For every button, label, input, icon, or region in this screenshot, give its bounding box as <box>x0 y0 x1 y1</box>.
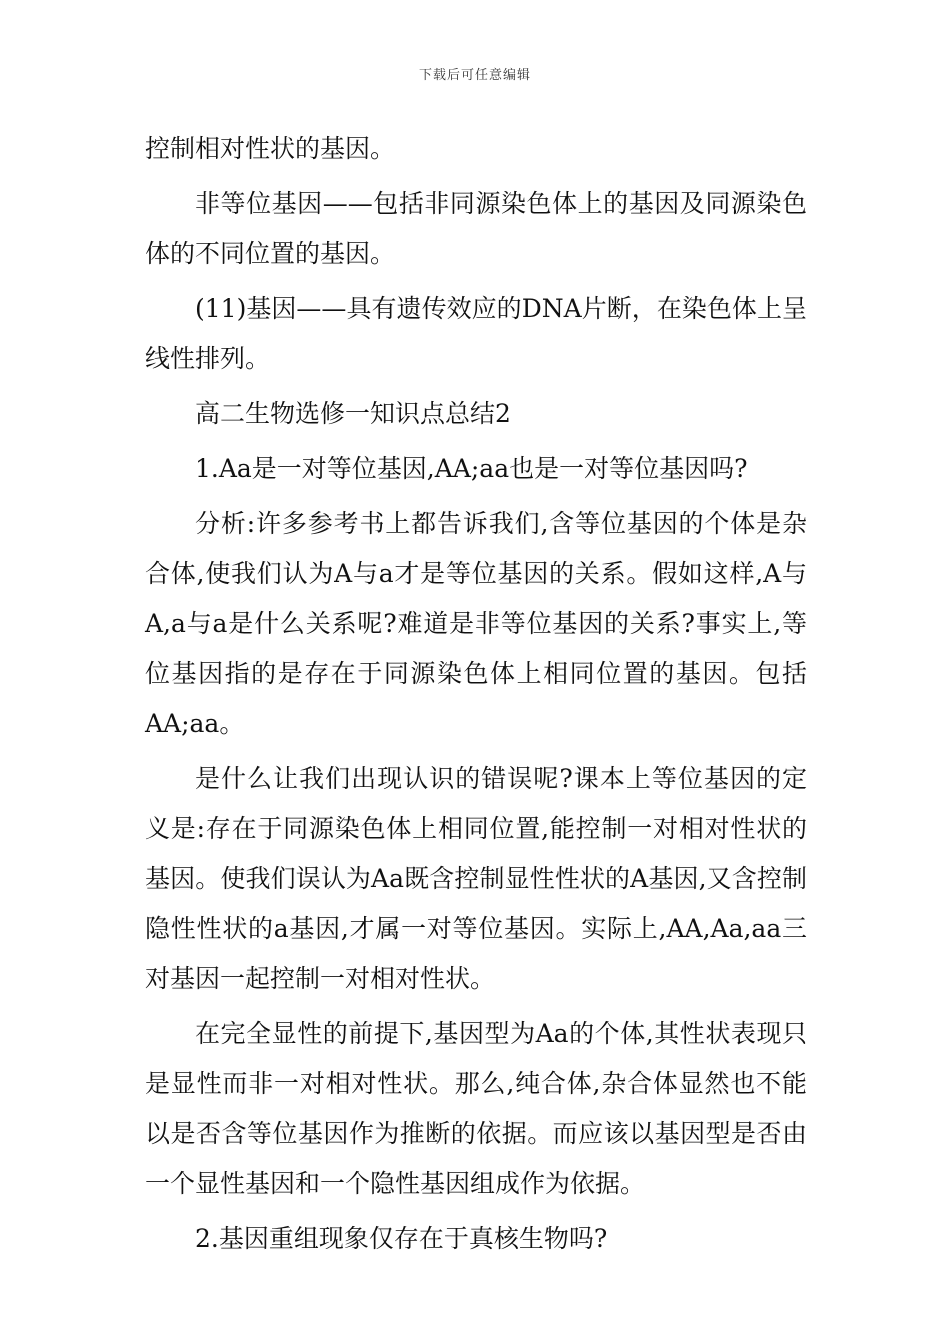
paragraph-misconception: 是什么让我们出现认识的错误呢?课本上等位基因的定义是:存在于同源染色体上相同位置,能控制一对相对性状的基因。使我们误认为Aa既含控制显性性状的A基因,又含控制隐性性状的a基因,才属一对等位基因。实际上,AA,Aa,aa三对基因一起控制一对相对性状。 <box>145 764 807 993</box>
document-body <box>145 124 807 1269</box>
paragraph-analysis: 分析:许多参考书上都告诉我们,含等位基因的个体是杂合体,使我们认为A与a才是等位基因的关系。假如这样,A与A,a与a是什么关系呢?难道是非等位基因的关系?事实上,等位基因指的是存在于同源染色体上相同位置的基因。包括AA;aa。 <box>145 509 807 738</box>
paragraph-non-allele-definition: 非等位基因——包括非同源染色体上的基因及同源染色体的不同位置的基因。 <box>145 189 807 268</box>
question-2: 2.基因重组现象仅存在于真核生物吗? <box>195 1224 608 1253</box>
question-1: 1.Aa是一对等位基因,AA;aa也是一对等位基因吗? <box>195 454 748 483</box>
page-header: 下载后可任意编辑 <box>418 68 531 83</box>
paragraph-gene-definition: (11)基因——具有遗传效应的DNA片断，在染色体上呈线性排列。 <box>145 294 807 373</box>
paragraph-continuation: 控制相对性状的基因。 <box>145 134 396 163</box>
paragraph-complete-dominance: 在完全显性的前提下,基因型为Aa的个体,其性状表现只是显性而非一对相对性状。那么,纯合体,杂合体显然也不能以是否含等位基因作为推断的依据。而应该以基因型是否由一个显性基因和一个隐性基因组成作为依据。 <box>145 1019 807 1198</box>
section-heading: 高二生物选修一知识点总结2 <box>195 399 511 428</box>
